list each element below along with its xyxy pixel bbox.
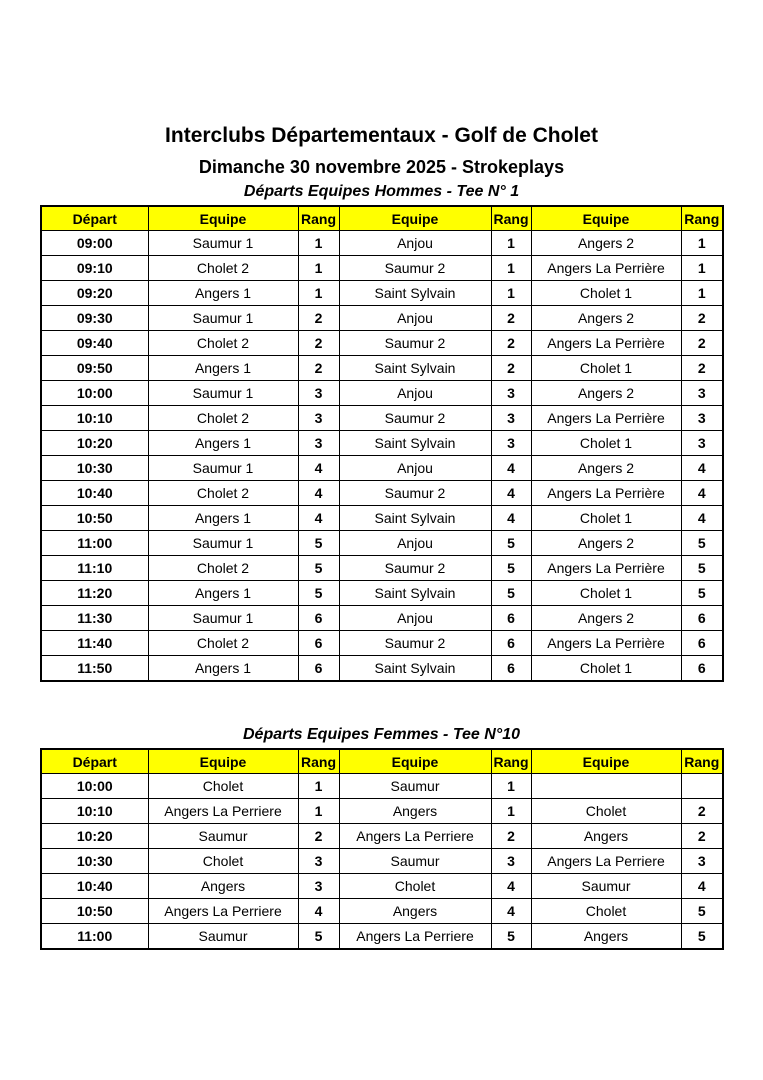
team-cell: Cholet 1 [531, 431, 681, 456]
rank-cell: 4 [298, 899, 339, 924]
depart-time-cell: 10:40 [41, 481, 148, 506]
team-cell: Angers 2 [531, 381, 681, 406]
table-row [41, 799, 723, 824]
team-cell: Cholet 1 [531, 506, 681, 531]
team-cell: Angers 2 [531, 606, 681, 631]
rank-cell [681, 774, 723, 799]
team-cell: Anjou [339, 381, 491, 406]
rank-cell: 6 [681, 631, 723, 656]
rank-cell: 2 [491, 824, 531, 849]
team-cell: Saumur 2 [339, 256, 491, 281]
column-header-rang: Rang [298, 206, 339, 231]
team-cell: Cholet 2 [148, 256, 298, 281]
rank-cell: 5 [681, 556, 723, 581]
rank-cell: 1 [298, 799, 339, 824]
team-cell: Saumur 2 [339, 556, 491, 581]
rank-cell: 5 [298, 581, 339, 606]
depart-time-cell: 10:40 [41, 874, 148, 899]
rank-cell: 5 [491, 581, 531, 606]
rank-cell: 2 [298, 824, 339, 849]
rank-cell: 6 [491, 656, 531, 682]
team-cell: Angers La Perrière [531, 406, 681, 431]
depart-time-cell: 11:40 [41, 631, 148, 656]
rank-cell: 2 [298, 331, 339, 356]
rank-cell: 3 [491, 849, 531, 874]
document-title: Interclubs Départementaux - Golf de Cholet [165, 124, 598, 147]
team-cell: Cholet 1 [531, 581, 681, 606]
table-row [41, 774, 723, 799]
team-cell: Angers 1 [148, 431, 298, 456]
column-header-depart: Départ [41, 749, 148, 774]
team-cell: Cholet 2 [148, 406, 298, 431]
rank-cell: 3 [681, 849, 723, 874]
team-cell: Saumur 2 [339, 631, 491, 656]
table-row [41, 874, 723, 899]
team-cell: Anjou [339, 456, 491, 481]
rank-cell: 3 [491, 431, 531, 456]
column-header-equipe: Equipe [148, 749, 298, 774]
team-cell [531, 774, 681, 799]
team-cell: Saumur 1 [148, 456, 298, 481]
team-cell: Angers La Perriere [339, 924, 491, 950]
team-cell: Angers 2 [531, 531, 681, 556]
team-cell: Saumur 1 [148, 381, 298, 406]
men-table-caption: Départs Equipes Hommes - Tee N° 1 [243, 183, 520, 200]
team-cell: Angers La Perriere [148, 899, 298, 924]
rank-cell: 2 [491, 356, 531, 381]
team-cell: Angers [339, 899, 491, 924]
depart-time-cell: 10:30 [41, 849, 148, 874]
team-cell: Anjou [339, 531, 491, 556]
rank-cell: 6 [298, 606, 339, 631]
depart-time-cell: 09:20 [41, 281, 148, 306]
team-cell: Angers La Perriere [531, 849, 681, 874]
rank-cell: 1 [298, 256, 339, 281]
depart-time-cell: 09:30 [41, 306, 148, 331]
table-row [41, 356, 723, 381]
rank-cell: 4 [491, 874, 531, 899]
rank-cell: 4 [681, 506, 723, 531]
depart-time-cell: 10:10 [41, 799, 148, 824]
rank-cell: 6 [491, 631, 531, 656]
table-row [41, 849, 723, 874]
column-header-rang: Rang [681, 749, 723, 774]
team-cell: Saumur 1 [148, 306, 298, 331]
team-cell: Cholet [531, 899, 681, 924]
rank-cell: 2 [681, 356, 723, 381]
depart-time-cell: 10:20 [41, 431, 148, 456]
rank-cell: 3 [491, 406, 531, 431]
team-cell: Cholet 1 [531, 281, 681, 306]
table-row [41, 306, 723, 331]
rank-cell: 1 [491, 256, 531, 281]
team-cell: Angers 1 [148, 506, 298, 531]
rank-cell: 4 [491, 456, 531, 481]
table-row [41, 406, 723, 431]
rank-cell: 3 [681, 431, 723, 456]
column-header-equipe: Equipe [339, 749, 491, 774]
team-cell: Angers 1 [148, 356, 298, 381]
table-row [41, 431, 723, 456]
table-row [41, 606, 723, 631]
rank-cell: 4 [681, 481, 723, 506]
rank-cell: 5 [298, 924, 339, 950]
team-cell: Angers La Perrière [531, 556, 681, 581]
team-cell: Angers 2 [531, 456, 681, 481]
rank-cell: 5 [681, 581, 723, 606]
table-row [41, 331, 723, 356]
table-row [41, 824, 723, 849]
rank-cell: 3 [298, 431, 339, 456]
rank-cell: 5 [681, 924, 723, 950]
column-header-rang: Rang [298, 749, 339, 774]
rank-cell: 5 [298, 556, 339, 581]
team-cell: Saint Sylvain [339, 281, 491, 306]
column-header-rang: Rang [491, 206, 531, 231]
team-cell: Cholet 2 [148, 631, 298, 656]
column-header-rang: Rang [491, 749, 531, 774]
depart-time-cell: 09:40 [41, 331, 148, 356]
team-cell: Saumur [148, 824, 298, 849]
rank-cell: 4 [298, 481, 339, 506]
rank-cell: 1 [491, 231, 531, 256]
team-cell: Angers [531, 924, 681, 950]
rank-cell: 1 [491, 799, 531, 824]
table-row [41, 231, 723, 256]
table-row [41, 381, 723, 406]
rank-cell: 5 [491, 924, 531, 950]
team-cell: Saumur [148, 924, 298, 950]
rank-cell: 4 [491, 481, 531, 506]
depart-time-cell: 09:00 [41, 231, 148, 256]
men-tee-times-table [40, 205, 724, 682]
team-cell: Cholet 2 [148, 481, 298, 506]
rank-cell: 4 [681, 456, 723, 481]
team-cell: Saumur 1 [148, 231, 298, 256]
rank-cell: 6 [681, 656, 723, 682]
rank-cell: 2 [491, 306, 531, 331]
depart-time-cell: 11:20 [41, 581, 148, 606]
column-header-equipe: Equipe [531, 749, 681, 774]
table-row [41, 556, 723, 581]
rank-cell: 1 [681, 256, 723, 281]
rank-cell: 6 [681, 606, 723, 631]
team-cell: Saumur 2 [339, 331, 491, 356]
table-row [41, 456, 723, 481]
team-cell: Saint Sylvain [339, 431, 491, 456]
team-cell: Angers La Perrière [531, 481, 681, 506]
team-cell: Saint Sylvain [339, 506, 491, 531]
table-row [41, 506, 723, 531]
team-cell: Anjou [339, 306, 491, 331]
team-cell: Saumur 1 [148, 606, 298, 631]
depart-time-cell: 10:30 [41, 456, 148, 481]
team-cell: Angers 1 [148, 581, 298, 606]
depart-time-cell: 11:10 [41, 556, 148, 581]
rank-cell: 3 [681, 381, 723, 406]
depart-time-cell: 10:20 [41, 824, 148, 849]
table-row [41, 281, 723, 306]
rank-cell: 3 [298, 849, 339, 874]
rank-cell: 4 [681, 874, 723, 899]
team-cell: Saumur [339, 849, 491, 874]
column-header-equipe: Equipe [531, 206, 681, 231]
depart-time-cell: 11:00 [41, 531, 148, 556]
team-cell: Angers La Perriere [148, 799, 298, 824]
rank-cell: 1 [681, 231, 723, 256]
rank-cell: 1 [491, 774, 531, 799]
rank-cell: 1 [298, 281, 339, 306]
team-cell: Angers [531, 824, 681, 849]
team-cell: Saumur [339, 774, 491, 799]
team-cell: Saint Sylvain [339, 356, 491, 381]
table-header-row [41, 206, 723, 231]
table-header-row [41, 749, 723, 774]
column-header-depart: Départ [41, 206, 148, 231]
depart-time-cell: 10:50 [41, 899, 148, 924]
rank-cell: 6 [298, 656, 339, 682]
table-row [41, 481, 723, 506]
table-row [41, 581, 723, 606]
depart-time-cell: 10:10 [41, 406, 148, 431]
rank-cell: 3 [681, 406, 723, 431]
team-cell: Cholet [148, 849, 298, 874]
team-cell: Cholet [148, 774, 298, 799]
team-cell: Angers 1 [148, 281, 298, 306]
team-cell: Angers La Perrière [531, 331, 681, 356]
table-row [41, 656, 723, 682]
depart-time-cell: 10:50 [41, 506, 148, 531]
rank-cell: 2 [298, 356, 339, 381]
rank-cell: 2 [681, 331, 723, 356]
column-header-equipe: Equipe [148, 206, 298, 231]
depart-time-cell: 09:50 [41, 356, 148, 381]
team-cell: Saint Sylvain [339, 656, 491, 682]
depart-time-cell: 11:00 [41, 924, 148, 950]
team-cell: Angers [148, 874, 298, 899]
rank-cell: 3 [491, 381, 531, 406]
team-cell: Angers [339, 799, 491, 824]
team-cell: Cholet 2 [148, 556, 298, 581]
team-cell: Cholet [339, 874, 491, 899]
rank-cell: 5 [681, 531, 723, 556]
rank-cell: 4 [298, 506, 339, 531]
rank-cell: 1 [491, 281, 531, 306]
rank-cell: 5 [491, 556, 531, 581]
rank-cell: 2 [681, 306, 723, 331]
team-cell: Saumur 2 [339, 481, 491, 506]
team-cell: Angers 1 [148, 656, 298, 682]
rank-cell: 5 [681, 899, 723, 924]
column-header-equipe: Equipe [339, 206, 491, 231]
rank-cell: 3 [298, 406, 339, 431]
table-row [41, 899, 723, 924]
team-cell: Saumur 1 [148, 531, 298, 556]
rank-cell: 2 [491, 331, 531, 356]
depart-time-cell: 10:00 [41, 774, 148, 799]
depart-time-cell: 11:30 [41, 606, 148, 631]
team-cell: Angers La Perrière [531, 631, 681, 656]
rank-cell: 3 [298, 874, 339, 899]
rank-cell: 6 [491, 606, 531, 631]
depart-time-cell: 10:00 [41, 381, 148, 406]
team-cell: Angers La Perrière [531, 256, 681, 281]
rank-cell: 3 [298, 381, 339, 406]
column-header-rang: Rang [681, 206, 723, 231]
depart-time-cell: 11:50 [41, 656, 148, 682]
rank-cell: 5 [298, 531, 339, 556]
rank-cell: 2 [681, 824, 723, 849]
team-cell: Saint Sylvain [339, 581, 491, 606]
women-tee-times-table [40, 748, 724, 950]
team-cell: Angers 2 [531, 231, 681, 256]
team-cell: Cholet 1 [531, 656, 681, 682]
team-cell: Cholet 1 [531, 356, 681, 381]
rank-cell: 1 [298, 774, 339, 799]
rank-cell: 4 [491, 899, 531, 924]
depart-time-cell: 09:10 [41, 256, 148, 281]
rank-cell: 4 [491, 506, 531, 531]
team-cell: Cholet 2 [148, 331, 298, 356]
rank-cell: 4 [298, 456, 339, 481]
table-row [41, 256, 723, 281]
rank-cell: 6 [298, 631, 339, 656]
rank-cell: 5 [491, 531, 531, 556]
document-subtitle: Dimanche 30 novembre 2025 - Strokeplays [198, 157, 565, 177]
rank-cell: 2 [681, 799, 723, 824]
table-row [41, 924, 723, 950]
women-table-caption: Départs Equipes Femmes - Tee N°10 [242, 726, 520, 743]
team-cell: Angers La Perriere [339, 824, 491, 849]
team-cell: Anjou [339, 231, 491, 256]
team-cell: Saumur [531, 874, 681, 899]
table-row [41, 531, 723, 556]
rank-cell: 1 [298, 231, 339, 256]
team-cell: Cholet [531, 799, 681, 824]
team-cell: Angers 2 [531, 306, 681, 331]
rank-cell: 1 [681, 281, 723, 306]
rank-cell: 2 [298, 306, 339, 331]
team-cell: Anjou [339, 606, 491, 631]
table-row [41, 631, 723, 656]
team-cell: Saumur 2 [339, 406, 491, 431]
